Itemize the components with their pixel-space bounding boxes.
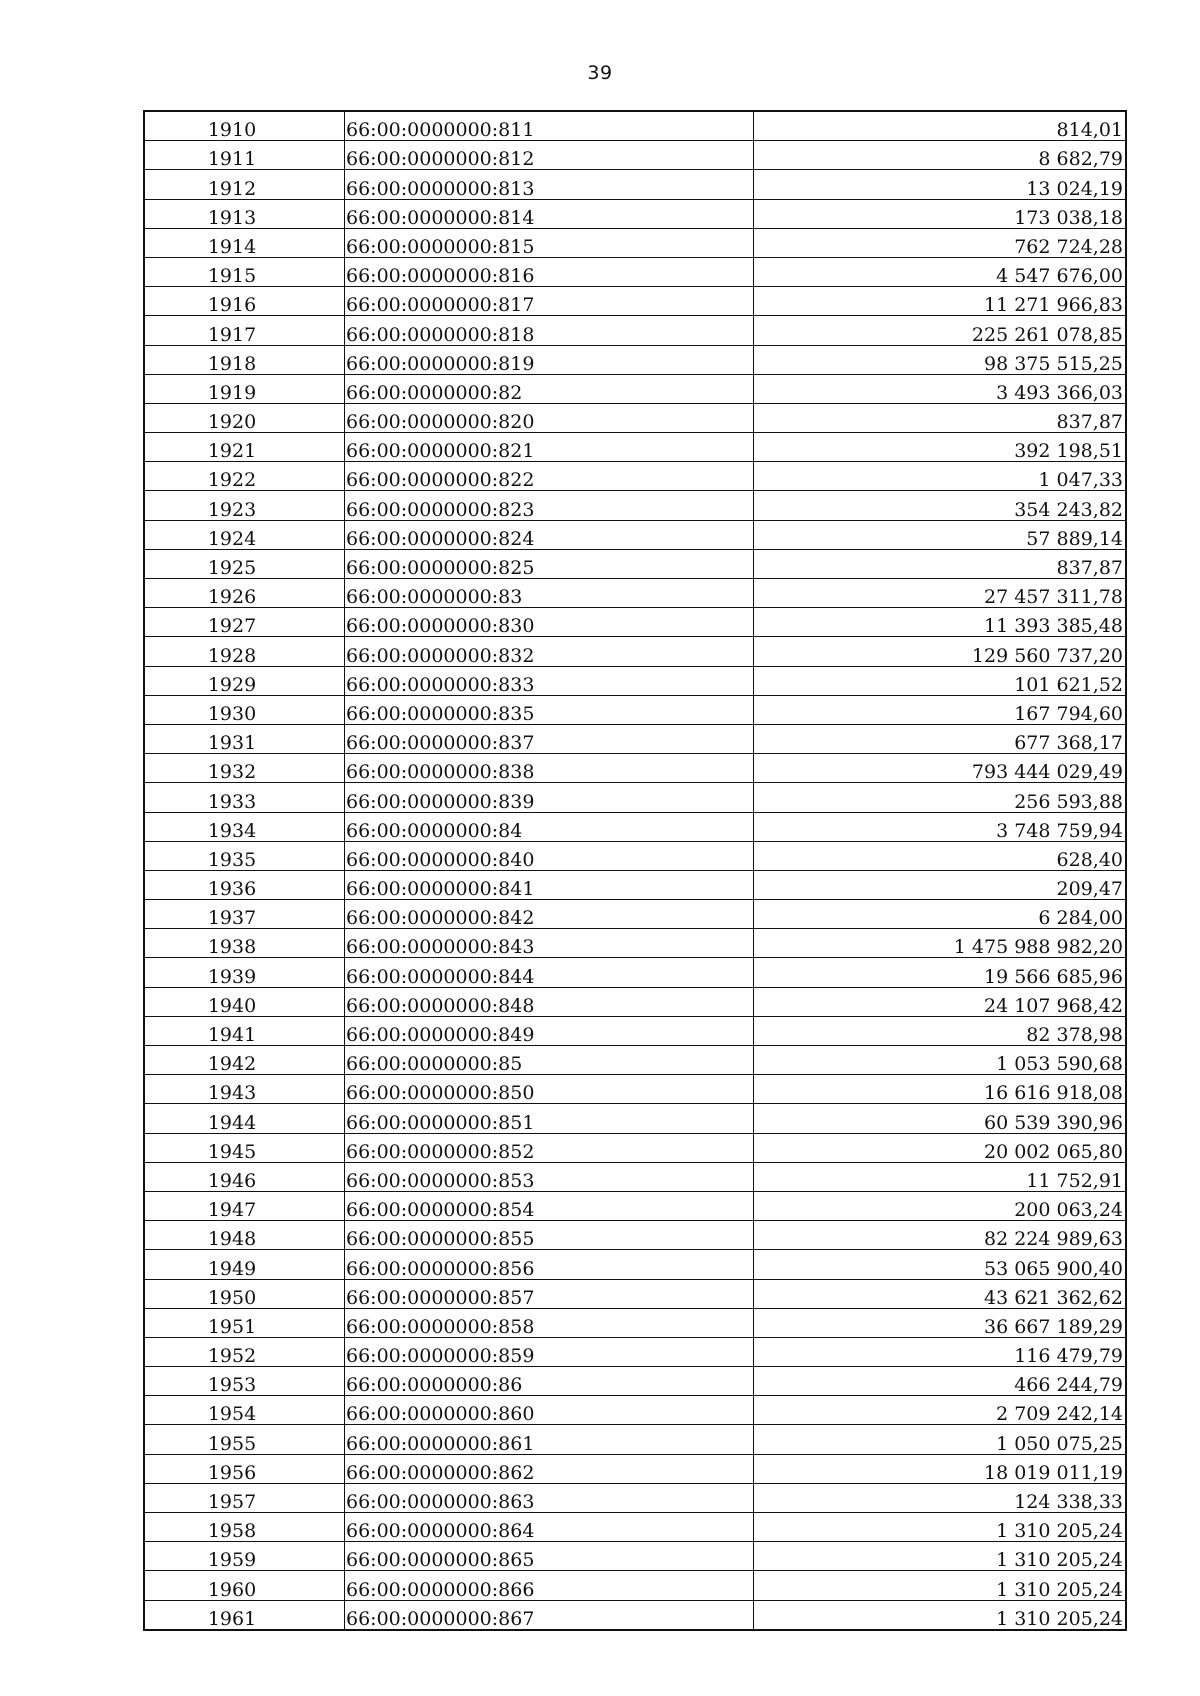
- cadastral-number-cell: 66:00:0000000:822: [345, 462, 754, 491]
- cadastral-number-cell: 66:00:0000000:824: [345, 520, 754, 549]
- value-cell: 19 566 685,96: [754, 958, 1127, 987]
- row-number-cell: 1913: [144, 199, 345, 228]
- cadastral-number-cell: 66:00:0000000:815: [345, 228, 754, 257]
- cadastral-number-cell: 66:00:0000000:812: [345, 141, 754, 170]
- row-number-cell: 1937: [144, 900, 345, 929]
- row-number-cell: 1938: [144, 929, 345, 958]
- value-cell: 82 378,98: [754, 1016, 1127, 1045]
- table-row: [144, 900, 1126, 929]
- value-cell: 256 593,88: [754, 783, 1127, 812]
- value-cell: 4 547 676,00: [754, 257, 1127, 286]
- table-row: [144, 1308, 1126, 1337]
- value-cell: 24 107 968,42: [754, 987, 1127, 1016]
- table-row: [144, 1133, 1126, 1162]
- table-row: [144, 812, 1126, 841]
- table-row: [144, 1483, 1126, 1512]
- row-number-cell: 1932: [144, 754, 345, 783]
- value-cell: 762 724,28: [754, 228, 1127, 257]
- row-number-cell: 1941: [144, 1016, 345, 1045]
- value-cell: 60 539 390,96: [754, 1104, 1127, 1133]
- cadastral-number-cell: 66:00:0000000:848: [345, 987, 754, 1016]
- cadastral-number-cell: 66:00:0000000:857: [345, 1279, 754, 1308]
- value-cell: 354 243,82: [754, 491, 1127, 520]
- row-number-cell: 1931: [144, 724, 345, 753]
- table-row: [144, 1221, 1126, 1250]
- cadastral-number-cell: 66:00:0000000:851: [345, 1104, 754, 1133]
- row-number-cell: 1930: [144, 695, 345, 724]
- value-cell: 837,87: [754, 549, 1127, 578]
- cadastral-number-cell: 66:00:0000000:830: [345, 608, 754, 637]
- row-number-cell: 1927: [144, 608, 345, 637]
- row-number-cell: 1935: [144, 841, 345, 870]
- table-row: [144, 1075, 1126, 1104]
- table-row: [144, 579, 1126, 608]
- table-row: [144, 287, 1126, 316]
- cadastral-value-table: [143, 110, 1127, 1631]
- row-number-cell: 1960: [144, 1571, 345, 1600]
- value-cell: 116 479,79: [754, 1337, 1127, 1366]
- row-number-cell: 1961: [144, 1600, 345, 1630]
- table-row: [144, 1162, 1126, 1191]
- row-number-cell: 1946: [144, 1162, 345, 1191]
- table-row: [144, 374, 1126, 403]
- row-number-cell: 1955: [144, 1425, 345, 1454]
- row-number-cell: 1928: [144, 637, 345, 666]
- table-row: [144, 695, 1126, 724]
- table-row: [144, 1250, 1126, 1279]
- row-number-cell: 1940: [144, 987, 345, 1016]
- table-row: [144, 1104, 1126, 1133]
- row-number-cell: 1954: [144, 1396, 345, 1425]
- value-cell: 200 063,24: [754, 1191, 1127, 1220]
- table-row: [144, 491, 1126, 520]
- value-cell: 27 457 311,78: [754, 579, 1127, 608]
- row-number-cell: 1915: [144, 257, 345, 286]
- value-cell: 36 667 189,29: [754, 1308, 1127, 1337]
- value-cell: 167 794,60: [754, 695, 1127, 724]
- value-cell: 173 038,18: [754, 199, 1127, 228]
- value-cell: 628,40: [754, 841, 1127, 870]
- row-number-cell: 1914: [144, 228, 345, 257]
- table-row: [144, 637, 1126, 666]
- value-cell: 8 682,79: [754, 141, 1127, 170]
- value-cell: 466 244,79: [754, 1367, 1127, 1396]
- table-row: [144, 257, 1126, 286]
- cadastral-number-cell: 66:00:0000000:861: [345, 1425, 754, 1454]
- row-number-cell: 1944: [144, 1104, 345, 1133]
- cadastral-number-cell: 66:00:0000000:850: [345, 1075, 754, 1104]
- value-cell: 57 889,14: [754, 520, 1127, 549]
- table-row: [144, 841, 1126, 870]
- table-row: [144, 987, 1126, 1016]
- cadastral-number-cell: 66:00:0000000:817: [345, 287, 754, 316]
- row-number-cell: 1953: [144, 1367, 345, 1396]
- cadastral-number-cell: 66:00:0000000:863: [345, 1483, 754, 1512]
- cadastral-number-cell: 66:00:0000000:833: [345, 666, 754, 695]
- cadastral-number-cell: 66:00:0000000:814: [345, 199, 754, 228]
- table-row: [144, 724, 1126, 753]
- value-cell: 3 493 366,03: [754, 374, 1127, 403]
- value-cell: 392 198,51: [754, 433, 1127, 462]
- row-number-cell: 1942: [144, 1046, 345, 1075]
- value-cell: 20 002 065,80: [754, 1133, 1127, 1162]
- table-body: [144, 111, 1126, 1630]
- value-cell: 129 560 737,20: [754, 637, 1127, 666]
- cadastral-number-cell: 66:00:0000000:849: [345, 1016, 754, 1045]
- cadastral-number-cell: 66:00:0000000:82: [345, 374, 754, 403]
- value-cell: 101 621,52: [754, 666, 1127, 695]
- page-number: 39: [587, 62, 613, 84]
- row-number-cell: 1924: [144, 520, 345, 549]
- value-cell: 1 050 075,25: [754, 1425, 1127, 1454]
- row-number-cell: 1957: [144, 1483, 345, 1512]
- table-row: [144, 316, 1126, 345]
- cadastral-number-cell: 66:00:0000000:835: [345, 695, 754, 724]
- row-number-cell: 1951: [144, 1308, 345, 1337]
- cadastral-number-cell: 66:00:0000000:820: [345, 403, 754, 432]
- table-row: [144, 870, 1126, 899]
- table-row: [144, 345, 1126, 374]
- table-row: [144, 929, 1126, 958]
- cadastral-number-cell: 66:00:0000000:862: [345, 1454, 754, 1483]
- table-row: [144, 1367, 1126, 1396]
- row-number-cell: 1911: [144, 141, 345, 170]
- table-row: [144, 1396, 1126, 1425]
- cadastral-number-cell: 66:00:0000000:85: [345, 1046, 754, 1075]
- value-cell: 814,01: [754, 111, 1127, 141]
- cadastral-number-cell: 66:00:0000000:843: [345, 929, 754, 958]
- cadastral-number-cell: 66:00:0000000:842: [345, 900, 754, 929]
- table-row: [144, 433, 1126, 462]
- cadastral-number-cell: 66:00:0000000:837: [345, 724, 754, 753]
- row-number-cell: 1939: [144, 958, 345, 987]
- row-number-cell: 1943: [144, 1075, 345, 1104]
- table-row: [144, 1191, 1126, 1220]
- cadastral-number-cell: 66:00:0000000:844: [345, 958, 754, 987]
- cadastral-number-cell: 66:00:0000000:84: [345, 812, 754, 841]
- cadastral-number-cell: 66:00:0000000:864: [345, 1513, 754, 1542]
- value-cell: 1 310 205,24: [754, 1542, 1127, 1571]
- row-number-cell: 1934: [144, 812, 345, 841]
- row-number-cell: 1959: [144, 1542, 345, 1571]
- value-cell: 18 019 011,19: [754, 1454, 1127, 1483]
- value-cell: 3 748 759,94: [754, 812, 1127, 841]
- row-number-cell: 1936: [144, 870, 345, 899]
- table-row: [144, 1337, 1126, 1366]
- table-row: [144, 141, 1126, 170]
- table-row: [144, 403, 1126, 432]
- cadastral-number-cell: 66:00:0000000:860: [345, 1396, 754, 1425]
- value-cell: 98 375 515,25: [754, 345, 1127, 374]
- value-cell: 6 284,00: [754, 900, 1127, 929]
- cadastral-number-cell: 66:00:0000000:839: [345, 783, 754, 812]
- value-cell: 53 065 900,40: [754, 1250, 1127, 1279]
- value-cell: 16 616 918,08: [754, 1075, 1127, 1104]
- cadastral-number-cell: 66:00:0000000:86: [345, 1367, 754, 1396]
- table-row: [144, 1425, 1126, 1454]
- table-row: [144, 1454, 1126, 1483]
- table-row: [144, 170, 1126, 199]
- table-row: [144, 958, 1126, 987]
- cadastral-number-cell: 66:00:0000000:832: [345, 637, 754, 666]
- value-cell: 1 475 988 982,20: [754, 929, 1127, 958]
- table-row: [144, 783, 1126, 812]
- table-row: [144, 1016, 1126, 1045]
- row-number-cell: 1910: [144, 111, 345, 141]
- cadastral-number-cell: 66:00:0000000:859: [345, 1337, 754, 1366]
- cadastral-number-cell: 66:00:0000000:867: [345, 1600, 754, 1630]
- row-number-cell: 1929: [144, 666, 345, 695]
- row-number-cell: 1933: [144, 783, 345, 812]
- table-row: [144, 1542, 1126, 1571]
- cadastral-number-cell: 66:00:0000000:811: [345, 111, 754, 141]
- value-cell: 11 271 966,83: [754, 287, 1127, 316]
- cadastral-number-cell: 66:00:0000000:825: [345, 549, 754, 578]
- value-cell: 677 368,17: [754, 724, 1127, 753]
- cadastral-number-cell: 66:00:0000000:818: [345, 316, 754, 345]
- table-row: [144, 228, 1126, 257]
- value-cell: 225 261 078,85: [754, 316, 1127, 345]
- row-number-cell: 1922: [144, 462, 345, 491]
- value-cell: 1 310 205,24: [754, 1513, 1127, 1542]
- value-cell: 837,87: [754, 403, 1127, 432]
- row-number-cell: 1921: [144, 433, 345, 462]
- value-cell: 11 752,91: [754, 1162, 1127, 1191]
- cadastral-number-cell: 66:00:0000000:852: [345, 1133, 754, 1162]
- value-cell: 1 047,33: [754, 462, 1127, 491]
- value-cell: 1 310 205,24: [754, 1571, 1127, 1600]
- table-row: [144, 666, 1126, 695]
- table-row: [144, 608, 1126, 637]
- row-number-cell: 1952: [144, 1337, 345, 1366]
- cadastral-number-cell: 66:00:0000000:853: [345, 1162, 754, 1191]
- row-number-cell: 1949: [144, 1250, 345, 1279]
- value-cell: 1 053 590,68: [754, 1046, 1127, 1075]
- row-number-cell: 1945: [144, 1133, 345, 1162]
- value-cell: 124 338,33: [754, 1483, 1127, 1512]
- value-cell: 2 709 242,14: [754, 1396, 1127, 1425]
- row-number-cell: 1926: [144, 579, 345, 608]
- cadastral-number-cell: 66:00:0000000:838: [345, 754, 754, 783]
- cadastral-number-cell: 66:00:0000000:821: [345, 433, 754, 462]
- row-number-cell: 1925: [144, 549, 345, 578]
- value-cell: 13 024,19: [754, 170, 1127, 199]
- row-number-cell: 1919: [144, 374, 345, 403]
- row-number-cell: 1916: [144, 287, 345, 316]
- table-row: [144, 1571, 1126, 1600]
- cadastral-number-cell: 66:00:0000000:854: [345, 1191, 754, 1220]
- value-cell: 11 393 385,48: [754, 608, 1127, 637]
- table-row: [144, 520, 1126, 549]
- cadastral-number-cell: 66:00:0000000:816: [345, 257, 754, 286]
- cadastral-number-cell: 66:00:0000000:841: [345, 870, 754, 899]
- cadastral-number-cell: 66:00:0000000:865: [345, 1542, 754, 1571]
- cadastral-number-cell: 66:00:0000000:819: [345, 345, 754, 374]
- table-row: [144, 111, 1126, 141]
- table-row: [144, 462, 1126, 491]
- table-row: [144, 1600, 1126, 1630]
- table-row: [144, 1046, 1126, 1075]
- cadastral-number-cell: 66:00:0000000:866: [345, 1571, 754, 1600]
- row-number-cell: 1947: [144, 1191, 345, 1220]
- cadastral-number-cell: 66:00:0000000:858: [345, 1308, 754, 1337]
- cadastral-number-cell: 66:00:0000000:856: [345, 1250, 754, 1279]
- table-row: [144, 1279, 1126, 1308]
- row-number-cell: 1923: [144, 491, 345, 520]
- value-cell: 43 621 362,62: [754, 1279, 1127, 1308]
- row-number-cell: 1920: [144, 403, 345, 432]
- row-number-cell: 1950: [144, 1279, 345, 1308]
- value-cell: 209,47: [754, 870, 1127, 899]
- cadastral-number-cell: 66:00:0000000:823: [345, 491, 754, 520]
- table-row: [144, 754, 1126, 783]
- value-cell: 793 444 029,49: [754, 754, 1127, 783]
- row-number-cell: 1918: [144, 345, 345, 374]
- table-row: [144, 199, 1126, 228]
- cadastral-number-cell: 66:00:0000000:840: [345, 841, 754, 870]
- value-cell: 82 224 989,63: [754, 1221, 1127, 1250]
- row-number-cell: 1917: [144, 316, 345, 345]
- cadastral-number-cell: 66:00:0000000:813: [345, 170, 754, 199]
- cadastral-number-cell: 66:00:0000000:83: [345, 579, 754, 608]
- table-row: [144, 1513, 1126, 1542]
- row-number-cell: 1958: [144, 1513, 345, 1542]
- row-number-cell: 1956: [144, 1454, 345, 1483]
- cadastral-number-cell: 66:00:0000000:855: [345, 1221, 754, 1250]
- value-cell: 1 310 205,24: [754, 1600, 1127, 1630]
- row-number-cell: 1948: [144, 1221, 345, 1250]
- row-number-cell: 1912: [144, 170, 345, 199]
- table-row: [144, 549, 1126, 578]
